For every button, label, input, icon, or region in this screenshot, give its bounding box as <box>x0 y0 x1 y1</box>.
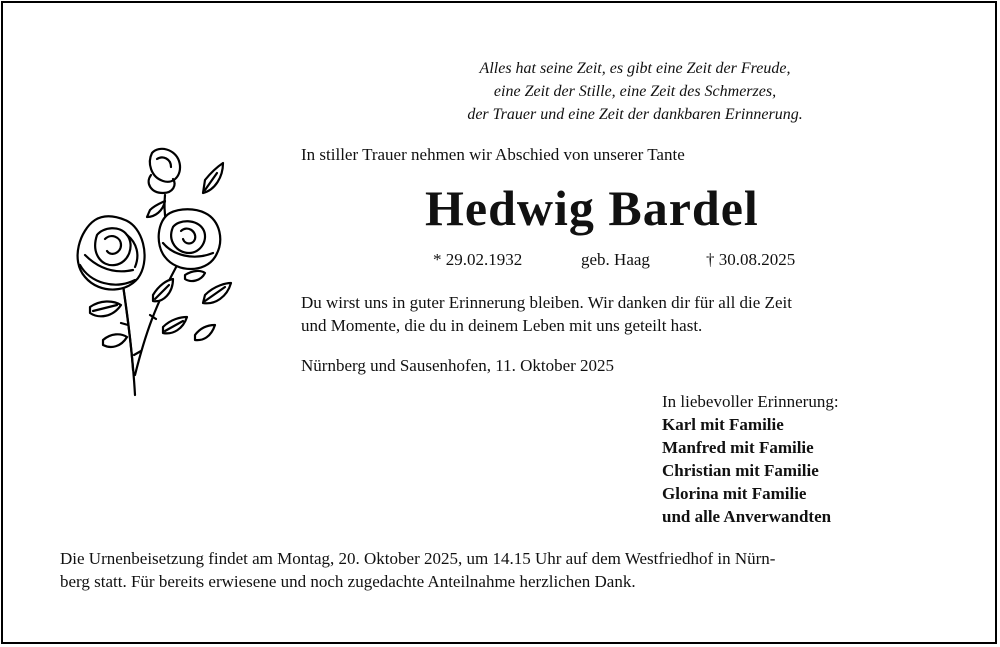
message <box>301 291 792 337</box>
footer-line: Die Urnenbeisetzung findet am Montag, 20. Oktober 2025, um 14.15 Uhr auf dem Westfriedhof in Nürn- <box>60 549 776 568</box>
roses-illustration-icon <box>55 135 235 400</box>
poem <box>380 57 890 126</box>
message-line: und Momente, die du in deinem Leben mit uns geteilt hast. <box>301 316 703 335</box>
message-line: Du wirst uns in guter Erinnerung bleiben. Wir danken dir für all die Zeit <box>301 293 792 312</box>
poem-line: Alles hat seine Zeit, es gibt eine Zeit der Freude, <box>479 60 791 77</box>
signature-name: Christian mit Familie <box>662 461 819 480</box>
deceased-name: Hedwig Bardel <box>425 180 759 236</box>
poem-line: eine Zeit der Stille, eine Zeit des Schmerzes, <box>493 83 777 100</box>
poem-line: der Trauer und eine Zeit der dankbaren Erinnerung. <box>467 106 803 123</box>
signature-name: Karl mit Familie <box>662 415 784 434</box>
maiden-name: geb. Haag <box>581 250 650 269</box>
signature-name: Glorina mit Familie <box>662 484 807 503</box>
footer-line: berg statt. Für bereits erwiesene und noch zugedachte Anteilnahme herzlichen Dank. <box>60 572 636 591</box>
death-date: † 30.08.2025 <box>706 250 796 269</box>
signature-name: und alle Anverwandten <box>662 507 832 526</box>
intro-text: In stiller Trauer nehmen wir Abschied von unserer Tante <box>301 145 685 164</box>
signature-name: Manfred mit Familie <box>662 438 814 457</box>
signature-block <box>662 390 839 528</box>
place-date: Nürnberg und Sausenhofen, 11. Oktober 2025 <box>301 356 615 375</box>
funeral-notice <box>60 547 775 593</box>
birth-date: * 29.02.1932 <box>433 250 523 269</box>
signature-heading: In liebevoller Erinnerung: <box>662 392 839 411</box>
